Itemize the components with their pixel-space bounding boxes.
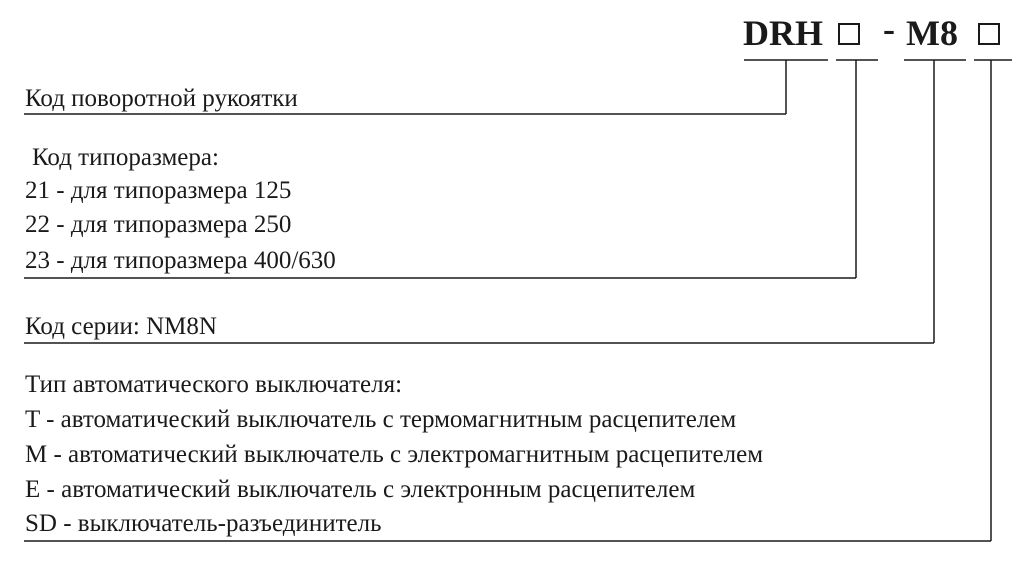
breaker-type-item: SD - выключатель-разъединитель <box>25 510 382 537</box>
size-code-title: Код типоразмера: <box>32 144 219 171</box>
size-code-item: 22 - для типоразмера 250 <box>25 211 292 238</box>
size-code-item: 23 - для типоразмера 400/630 <box>25 247 336 274</box>
breaker-type-title: Тип автоматического выключателя: <box>25 371 403 398</box>
handle-code-label: Код поворотной рукоятки <box>25 85 298 112</box>
series-code-label: Код серии: NM8N <box>25 313 217 340</box>
size-code-item: 21 - для типоразмера 125 <box>25 177 292 204</box>
breaker-type-item: T - автоматический выключатель с термомагнитным расцепителем <box>25 406 737 433</box>
breaker-type-item: M - автоматический выключатель с электромагнитным расцепителем <box>25 441 764 468</box>
code-dash: - <box>883 9 895 49</box>
code-series-part: M8 <box>906 13 958 53</box>
code-prefix: DRH <box>743 13 823 53</box>
breaker-type-item: E - автоматический выключатель с электронным расцепителем <box>25 476 696 503</box>
